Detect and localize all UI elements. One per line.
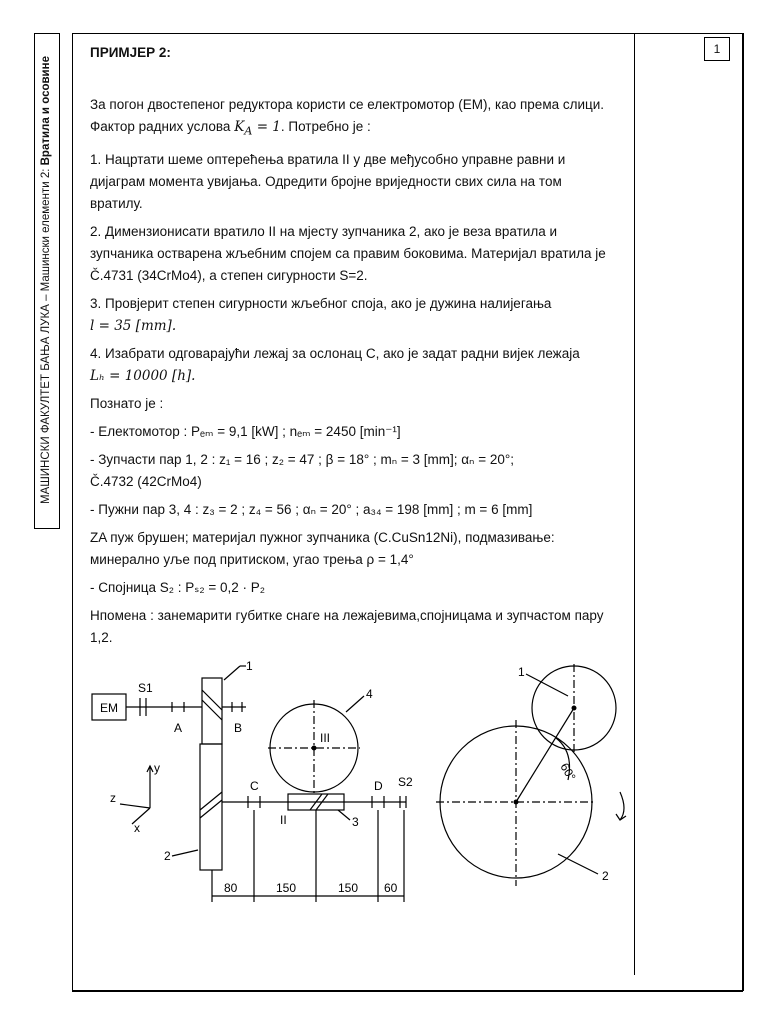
frame-inner-line: [634, 33, 635, 975]
label-shaft-3: III: [320, 731, 331, 745]
task-1: 1. Нацртати шеме оптерећења вратила II у две међусобно управне равни и дијаграм момента увијања. Одредити бројне вриједности свих сила на том вратилу.: [90, 151, 566, 211]
task-2: 2. Димензионисати вратило II на мјесту зупчаника 2, ако је веза вратила и зупчаника остварена жљебним спојем са правим боковима. Материјал вратила је Č.4731 (34CrMo4), а степен сигурности S=2.: [90, 223, 606, 283]
gear-1: [202, 678, 222, 744]
label-gear-2: 2: [164, 849, 171, 863]
label-s2: S2: [398, 775, 413, 789]
frame-left: [72, 33, 73, 991]
item-electromotor: - Електомотор : Pₑₘ = 9,1 [kW] ; nₑₘ = 2450 [min⁻¹]: [90, 423, 401, 439]
item-worm-pair: - Пужни пар 3, 4 : z₃ = 2 ; z₄ = 56 ; αₙ = 20° ; a₃₄ = 198 [mm] ; m = 6 [mm]: [90, 501, 533, 517]
item-worm-notes: ZA пуж брушен; материјал пужног зупчаника (C.CuSn12Ni), подмазивање: минерално уље под притиском, угао трења ρ = 1,4°: [90, 529, 555, 567]
label-worm-3: 3: [352, 815, 359, 829]
dim-150-b: 150: [338, 881, 359, 895]
label-a: A: [174, 721, 183, 735]
label-d: D: [374, 779, 383, 793]
frame-right: [742, 33, 744, 991]
item-gear-pair: - Зупчасти пар 1, 2 : z₁ = 16 ; z₂ = 47 ; β = 18° ; mₙ = 3 [mm]; αₙ = 20°; Č.4732 (42CrMo4): [90, 451, 514, 489]
dim-60: 60: [384, 881, 398, 895]
page-title: ПРИМЈЕР 2:: [90, 45, 171, 60]
sidebar-prefix: МАШИНСКИ ФАКУЛТЕТ БАЊА ЛУКА – Машински елементи 2:: [40, 165, 52, 504]
sidebar-bold: Вратила и осовине: [40, 56, 52, 166]
label-end-gear-2: 2: [602, 869, 609, 883]
label-axis-y: y: [154, 761, 160, 775]
label-axis-z: z: [110, 791, 116, 805]
frame-top: [72, 33, 743, 34]
content: [90, 42, 610, 655]
sidebar-title: [40, 40, 52, 520]
page-number: 1: [704, 37, 730, 61]
label-em: EM: [100, 701, 118, 715]
known-heading: Познато је :: [90, 395, 164, 411]
label-c: C: [250, 779, 259, 793]
intro-paragraph: За погон двостепеног редуктора користи се електромотор (ЕМ), као према слици. Фактор радних услова $K_A = 1$. Потребно је :: [90, 97, 605, 138]
dim-80: 80: [224, 881, 238, 895]
task-3: 3. Провјерит степен сигурности жљебног споја, ако је дужина налијегања l = 35 [mm].: [90, 295, 552, 334]
label-s1: S1: [138, 681, 153, 695]
dim-150-a: 150: [276, 881, 297, 895]
label-axis-x: x: [134, 821, 140, 835]
label-shaft-2: II: [280, 813, 287, 827]
frame-bottom: [72, 990, 743, 992]
note: Нпомена : занемарити губитке снаге на лежајевима,спојницама и зупчастом пару 1,2.: [90, 607, 604, 645]
gearbox-diagram: [88, 660, 634, 910]
label-end-gear-1: 1: [518, 665, 525, 679]
label-b: B: [234, 721, 243, 735]
label-gear-1: 1: [246, 660, 253, 673]
label-wheel-4: 4: [366, 687, 373, 701]
item-coupling: - Спојница S₂ : Pₛ₂ = 0,2 · P₂: [90, 579, 265, 595]
label-angle: 60°: [557, 760, 579, 784]
task-4: 4. Изабрати одговарајући лежај за ослонац C, ако је задат радни вијек лежаја Lₕ = 10000 [h].: [90, 345, 580, 384]
